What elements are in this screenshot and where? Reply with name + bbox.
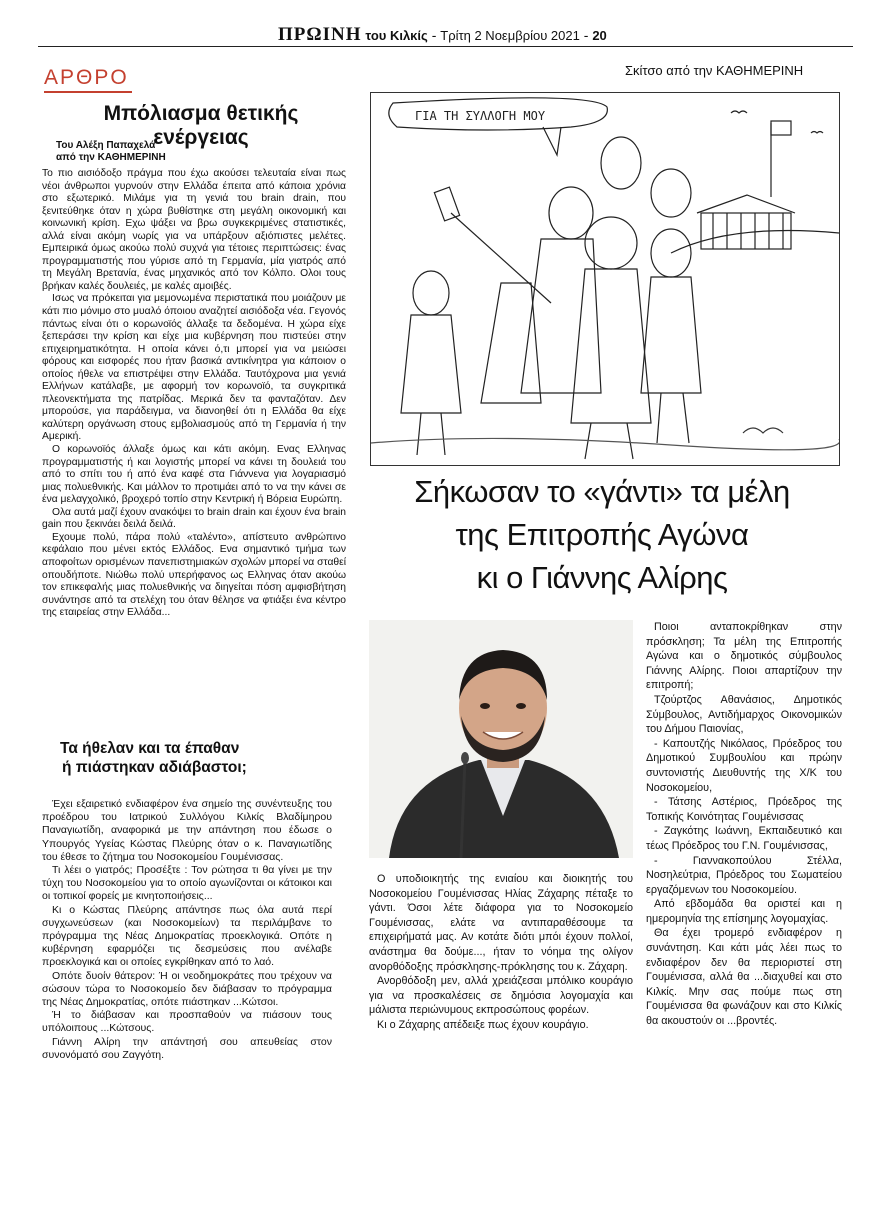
- article3-paragraph: Από εβδομάδα θα οριστεί και η ημερομηνία της επίσημης λογομαχίας.: [646, 898, 842, 925]
- article1-paragraph: Το πιο αισιόδοξο πράγμα που έχω ακούσει τελευταία είναι πως νέοι άνθρωποι γυρνούν στην Ελλάδα έπειτα από κάποια χρόνια στο εξωτερικό. Μιλάμε για τη γενιά του brain drain, που ξενιτεύθηκε όταν η χώρα βυθίστηκε στη μεγάλη οικονομική και κοινωνική κρίση. Εχω ψάξει να βρω συγκεκριμένες στατιστικές, αλλά είναι ακόμη νωρίς για να υπάρξουν αξιόπιστες μελέτες. Εμπειρικά όμως ακούω πολύ συχνά για τέτοιες περιπτώσεις: ένας προγραμματιστής που γύρισε από τη Γερμανία, μία γιατρός από τη Μεγάλη Βρετανία, ένας μηχανικός από τον Κόλπο. Ολοι τους βρήκαν καλές δουλειές, με καλές αμοιβές.: [42, 168, 346, 292]
- selfie-stick: [451, 213, 551, 303]
- sketch-credit: Σκίτσο από την ΚΑΘΗΜΕΡΙΝΗ: [625, 63, 804, 78]
- header-rule: [38, 46, 853, 47]
- section-label: ΑΡΘΡΟ: [44, 66, 129, 89]
- byline-source: από την ΚΑΘΗΜΕΡΙΝΗ: [56, 152, 166, 163]
- speech-bubble-tail: [543, 127, 561, 155]
- committee-member: Τζούρτζος Αθανάσιος, Δημοτικός Σύμβουλος, Αντιδήμαρχος Οικονομικών του Δήμου Παιονίας,: [646, 693, 842, 736]
- figure-body: [521, 239, 601, 393]
- figure-head: [549, 187, 593, 239]
- article3-body-left: [369, 872, 633, 1162]
- committee-member: - Τάτσης Αστέριος, Πρόεδρος της Τοπικής Κοινότητας Γουμένισσας: [646, 796, 842, 823]
- article2-body: [42, 798, 332, 1163]
- artist-signature: [743, 428, 783, 433]
- article3-paragraph: Θα έχει τρομερό ενδιαφέρον η συνάντηση. Και κάτι μάς λέει πως το ενδιαφέρον δεν θα περιοριστεί στη Γουμένισσα, αλλά θα ...διαχυθεί και στο Κιλκίς. Μην σας πούμε πως στη Γουμένισσα θα φωνάζουν και στο Κιλκίς θα ακουστούν οι ...βροντές.: [646, 927, 842, 1028]
- section-underline: [44, 91, 132, 93]
- article3-paragraph: Ανορθόδοξη μεν, αλλά χρειάζεσαι μπόλικο κουράγιο για να προσκαλέσεις σε δημόσια λογομαχία και μάλιστα περιώνυμους εκπροσώπους φορέων.: [369, 975, 633, 1017]
- newspaper-brand: ΠΡΩΙΝΗ: [278, 24, 362, 45]
- article2-paragraph: Τι λέει ο γιατρός; Προσέξτε : Τον ρώτησα τι θα γίνει με την τύχη του Νοσοκομείου για το οποίο αγωνίζονται οι κάτοικοι και οι τοπικοί φορείς με κινητοποιήσεις...: [42, 864, 332, 903]
- article1-paragraph: Ισως να πρόκειται για μεμονωμένα περιστατικά που μοιάζουν με κάτι πιο μόνιμο στο μυαλό όποιου αναζητεί αισιόδοξα νέα. Γεγονός πάντως είναι ότι ο κορωνοϊός άλλαξε τα δεδομένα. Η χώρα είχε ξεπεράσει την κρίση και είχε μια κυβέρνηση που πιστεύει στην επιχειρηματικότητα. Η οποία κάνει ό,τι μπορεί για να μειώσει φόρους και εισφορές που ήταν βασικά αντικίνητρα για κάποιον ο οποίος ήθελε να επιστρέψει στην Ελλάδα. Ταυτόχρονα μια γενιά Ελλήνων κατάλαβε, με αφορμή τον κορωνοϊό, τα συγκριτικά πλεονεκτήματα της πατρίδας. Μερικά δεν τα φανταζόταν. Δεν μπορούσε, για παράδειγμα, να διανοηθεί ότι η Ελλάδα θα είχε καλύτερη οργάνωση στους εμβολιασμούς από τη Γερμανία ή την Αμερική.: [42, 293, 346, 443]
- article2-title-line1: Τα ήθελαν και τα έπαθαν: [60, 740, 240, 757]
- political-cartoon: [370, 92, 840, 466]
- bird: [731, 111, 747, 113]
- committee-member: - Ζαγκότης Ιωάννη, Εκπαιδευτικό και τέως Πρόεδρος του Γ.Ν. Γουμένισσας,: [646, 825, 842, 852]
- figure-head: [601, 137, 641, 189]
- cartoon-drawing: [371, 93, 839, 465]
- article2-paragraph: Κι ο Κώστας Πλεύρης απάντησε πως όλα αυτά περί συγχωνεύσεων (και Νοσοκομείων) τα περιλάμβανε το πρόγραμμα της Νέας Δημοκρατίας προεκλογικά. Οπότε η κυβέρνηση εφαρμόζει τις δεσμεύσεις που ανέλαβε προεκλογικά και οι οποίες εγκρίθηκαν από το λαό.: [42, 903, 332, 969]
- article2-title: [60, 739, 320, 777]
- phone: [434, 187, 459, 221]
- article3-paragraph: Ο υποδιοικητής της ενιαίου και διοικητής του Νοσοκομείου Γουμένισσας Ηλίας Ζάχαρης πέταξε το γάντι. Όσοι λέτε διάφορα για το Νοσοκομείο Γουμένισσας, ελάτε να αντιπαραθέσουμε τα επιχειρήματά μας. Αν κοτάτε διότι μπόι έχουν πολλοί, ανάστημα θα δούμε..., ήταν το νόημα της ολίγον ανορθόδοξης πρόσκλησης-πρόκλησης του κ. Ζάχαρη.: [369, 873, 633, 973]
- article2-paragraph: Έχει εξαιρετικό ενδιαφέρον ένα σημείο της συνέντευξης του προέδρου του Ιατρικού Συλλόγου Κιλκίς Βλαδίμηρου Παναγιωτίδη, αναφορικά με την απάντηση που έδωσε ο Υπουργός Υγείας Κώστας Πλεύρης όταν ο κ. Παναγιωτίδης του έθεσε το ζήτημα του Νοσοκομείου Γουμένισσας.: [42, 798, 332, 863]
- microphone: [461, 752, 469, 764]
- figure-head: [413, 271, 449, 315]
- figure-body: [641, 277, 701, 393]
- article2-paragraph: Ή το διάβασαν και προσπαθούν να πιάσουν τους υπόλοιπους ...Κώτσους.: [42, 1009, 332, 1035]
- newspaper-city: του Κιλκίς: [365, 28, 428, 43]
- article1-paragraph: Εχουμε πολύ, πάρα πολύ «ταλέντο», απίστευτο ανθρώπινο κεφάλαιο που μένει εκτός Ελλάδος. Ενα σημαντικό τμήμα των αποφοίτων ορισμένων πανεπιστημιακών σχολών μπορεί να σταθεί οπουδήποτε. Νιώθω πολύ υπερήφανος ως Ελληνας όταν ακούω τον επικεφαλής μιας πολυεθνικής να διηγείται πόση αμφισβήτηση συνάντησε από τα στελέχη του όταν θέλησε να φτιάξει ένα κέντρο της εταιρείας στην Ελλάδα...: [42, 531, 346, 619]
- article3-headline: [372, 470, 832, 599]
- article1-title: Μπόλιασμα θετικής ενέργειας: [103, 102, 299, 149]
- figure-head: [651, 169, 691, 217]
- article2-paragraph: Γιάννη Αλίρη την απάντησή σου απευθείας στον συνονόματό σου Ζαγγότη.: [42, 1035, 332, 1061]
- article1-byline: [56, 140, 166, 164]
- article2-title-line2: ή πιάστηκαν αδιάβαστοι;: [62, 759, 247, 776]
- article2-paragraph: Οπότε δυοίν θάτερον: Ή οι νεοδημοκράτες που τρέχουν να σώσουν τώρα το Νοσοκομείο δεν διάβασαν το πρόγραμμα της Νέας Δημοκρατίας, οπότε πιάστηκαν ...Κώτσοι.: [42, 969, 332, 1009]
- masthead: ΠΡΩΙΝΗ του Κιλκίς - Τρίτη 2 Νοεμβρίου 2021 - 20: [278, 24, 607, 45]
- headline-line3: κι ο Γιάννης Αλίρης: [476, 560, 728, 595]
- committee-member: - Γιαννακοπούλου Στέλλα, Νοσηλεύτρια, Πρόεδρος του Σωματείου εργαζόμενων του Νοσοκομείου.: [646, 854, 842, 896]
- page-number: 20: [592, 28, 607, 43]
- bird: [811, 132, 823, 134]
- cartoon-speech-text: ΓΙΑ ΤΗ ΣΥΛΛΟΓΗ ΜΟΥ: [415, 109, 546, 123]
- flag: [771, 121, 791, 135]
- article3-paragraph: Ποιοι ανταποκρίθηκαν στην πρόσκληση; Τα μέλη της Επιτροπής Αγώνα και ο δημοτικός σύμβουλος Γιάννης Αλίρης. Ποιοι απαρτίζουν την επιτροπή;: [646, 621, 842, 692]
- article1-paragraph: Ο κορωνοϊός άλλαξε όμως και κάτι ακόμη. Ενας Ελληνας προγραμματιστής ή και λογιστής μπορεί να κάνει τη δουλειά του από το σπίτι του ή από ένα καφέ στα Γιάννενα για λογαριασμό μιας πολυεθνικής. Και μάλλον το προτιμάει από το να την κάνει σε ένα μελαγχολικό, βροχερό τοπίο στην Κεντρική ή Βόρεια Ευρώπη.: [42, 444, 346, 506]
- portrait-photo: [369, 620, 633, 858]
- article1-body: [42, 168, 346, 708]
- figure-body: [401, 315, 461, 413]
- headline-line1: Σήκωσαν το «γάντι» τα μέλη: [414, 474, 790, 509]
- committee-member: - Καπουτζής Νικόλαος, Πρόεδρος του Δημοτικού Συμβουλίου και πρώην συντονιστής Διευθυντής της Χ/Κ του Νοσοκομείου,: [646, 737, 842, 794]
- issue-date: Τρίτη 2 Νοεμβρίου 2021: [440, 28, 580, 43]
- article3-paragraph: Κι ο Ζάχαρης απέδειξε πως έχουν κουράγιο.: [377, 1018, 589, 1031]
- article1-paragraph: Ολα αυτά μαζί έχουν ανακόψει το brain drain και έχουν ένα brain gain που ξεκινάει δειλά δειλά.: [42, 506, 346, 531]
- headline-line2: της Επιτροπής Αγώνα: [455, 517, 749, 552]
- figure-body: [571, 269, 651, 423]
- figure-body: [481, 283, 541, 403]
- byline-author: Του Αλέξη Παπαχελά: [56, 140, 156, 151]
- article3-body-right: [646, 620, 842, 1165]
- portrait-drawing: [369, 620, 633, 858]
